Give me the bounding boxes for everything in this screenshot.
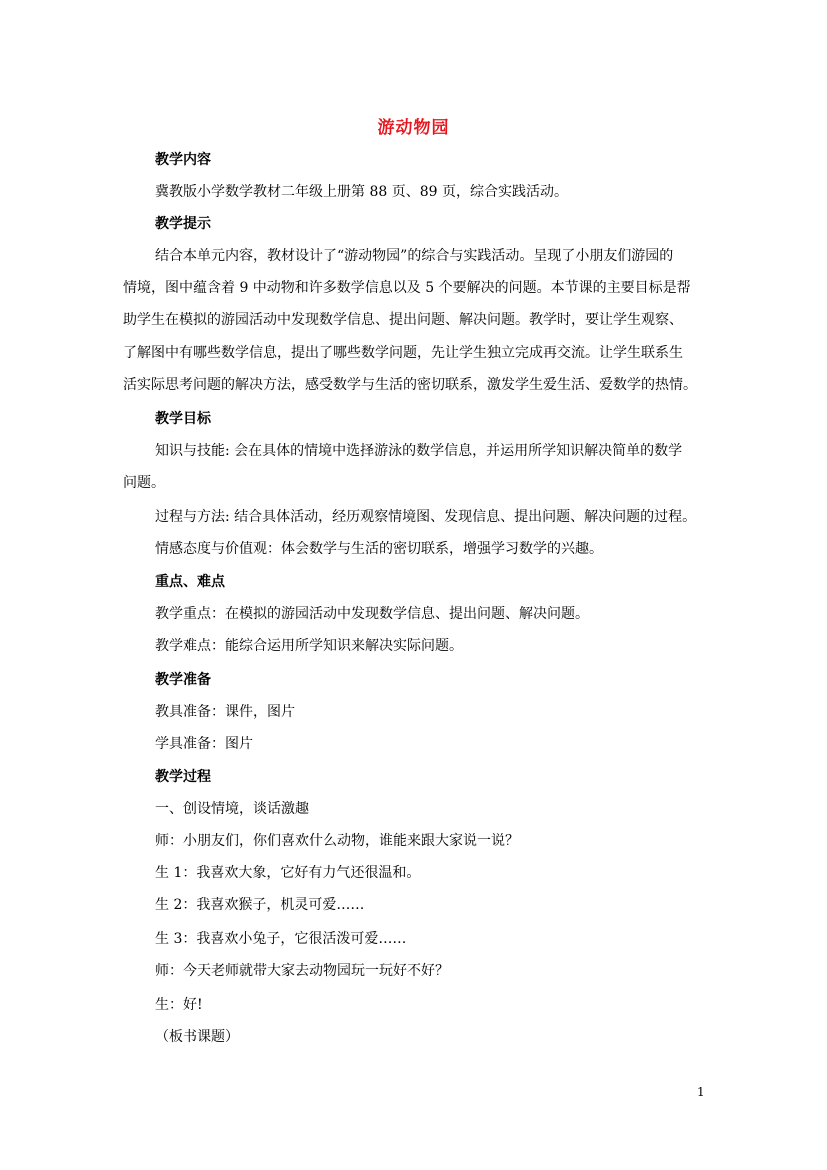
paragraph-line: 冀教版小学数学教材二年级上册第 88 页、89 页，综合实践活动。 bbox=[155, 184, 568, 200]
paragraph-line: 问题。 bbox=[123, 475, 165, 491]
page-number: 1 bbox=[697, 1085, 705, 1099]
paragraph-line: （板书课题） bbox=[155, 1029, 239, 1045]
paragraph-line: 教学难点：能综合运用所学知识来解决实际问题。 bbox=[155, 638, 463, 654]
dialogue-line: 生 1：我喜欢大象，它好有力气还很温和。 bbox=[155, 865, 421, 881]
dialogue-line: 生 3：我喜欢小兔子，它很活泼可爱…… bbox=[155, 931, 407, 947]
paragraph-line: 过程与方法: 结合具体活动，经历观察情境图、发现信息、提出问题、解决问题的过程。 bbox=[155, 509, 697, 525]
paragraph-line: 助学生在模拟的游园活动中发现数学信息、提出问题、解决问题。教学时，要让学生观察、 bbox=[123, 312, 683, 328]
paragraph-line: 结合本单元内容，教材设计了“游动物园”的综合与实践活动。呈现了小朋友们游园的 bbox=[155, 248, 674, 264]
paragraph-line: 一、创设情境，谈话激趣 bbox=[155, 801, 309, 817]
paragraph-line: 活实际思考问题的解决方法，感受数学与生活的密切联系，激发学生爱生活、爱数学的热情。 bbox=[123, 377, 697, 393]
paragraph-line: 情感态度与价值观：体会数学与生活的密切联系，增强学习数学的兴趣。 bbox=[155, 541, 603, 557]
paragraph-line: 情境，图中蕴含着 9 中动物和许多数学信息以及 5 个要解决的问题。本节课的主要目标是帮 bbox=[123, 280, 691, 296]
document-title: 游动物园 bbox=[377, 118, 450, 138]
paragraph-line: 教具准备：课件，图片 bbox=[155, 704, 295, 720]
dialogue-line: 师：今天老师就带大家去动物园玩一玩好不好？ bbox=[155, 963, 449, 979]
heading-content: 教学内容 bbox=[155, 152, 211, 168]
paragraph-line: 教学重点：在模拟的游园活动中发现数学信息、提出问题、解决问题。 bbox=[155, 606, 589, 622]
heading-goals: 教学目标 bbox=[155, 411, 211, 427]
heading-process: 教学过程 bbox=[155, 769, 211, 785]
heading-preparation: 教学准备 bbox=[155, 672, 211, 688]
heading-hint: 教学提示 bbox=[155, 216, 211, 232]
heading-key-points: 重点、难点 bbox=[155, 574, 225, 590]
paragraph-line: 学具准备：图片 bbox=[155, 736, 253, 752]
dialogue-line: 师：小朋友们，你们喜欢什么动物，谁能来跟大家说一说？ bbox=[155, 833, 519, 849]
paragraph-line: 知识与技能: 会在具体的情境中选择游泳的数学信息，并运用所学知识解决简单的数学 bbox=[155, 443, 683, 459]
paragraph-line: 了解图中有哪些数学信息，提出了哪些数学问题，先让学生独立完成再交流。让学生联系生 bbox=[123, 345, 683, 361]
dialogue-line: 生：好! bbox=[155, 997, 203, 1013]
dialogue-line: 生 2：我喜欢猴子，机灵可爱…… bbox=[155, 897, 365, 913]
